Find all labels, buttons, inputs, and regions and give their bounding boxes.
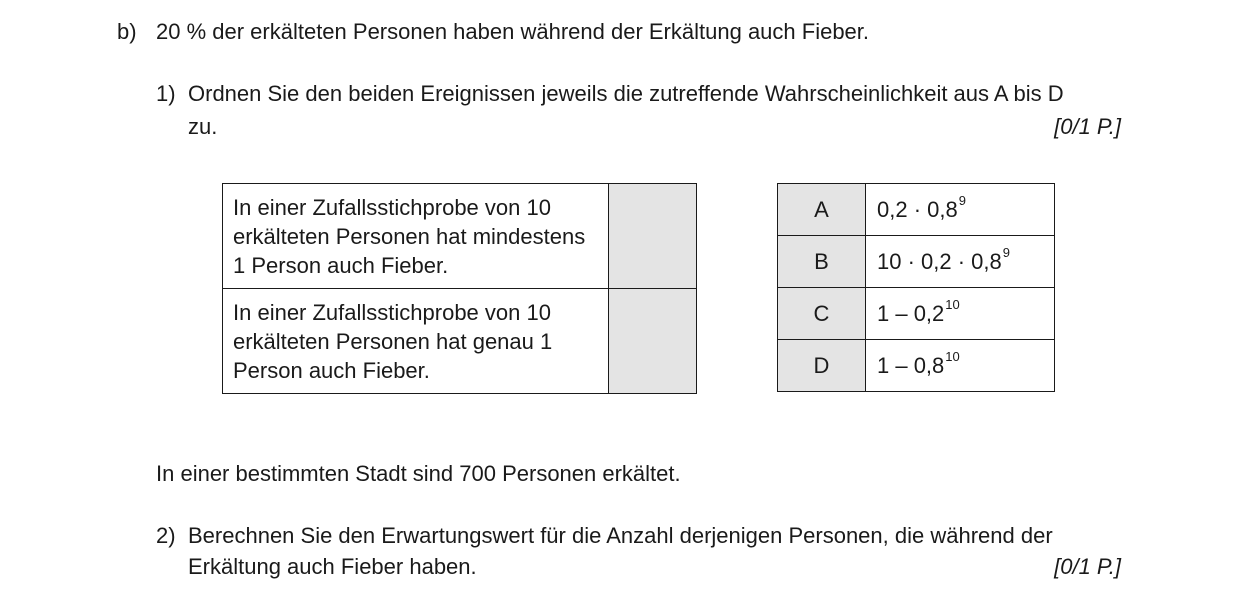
option-row [778,340,1055,392]
option-row [778,236,1055,288]
option-expression [866,288,1055,340]
task2-points: [0/1 P.] [1054,554,1121,579]
option-letter: A [778,184,866,236]
option-expression [866,184,1055,236]
expression-base: 0,2 · 0,8 [877,196,958,222]
option-letter: D [778,340,866,392]
expression-exponent: 9 [958,192,966,208]
part-intro: 20 % der erkälteten Personen haben während der Erkältung auch Fieber. [156,19,870,44]
event-row [223,289,697,394]
event-row [223,184,697,289]
task2-text-line2: Erkältung auch Fieber haben. [188,554,477,579]
option-row [778,288,1055,340]
option-expression [866,236,1055,288]
event-text: In einer Zufallsstichprobe von 10 erkälteten Personen hat mindestens 1 Person auch Fieber. [223,184,609,289]
option-letter: B [778,236,866,288]
expression-base: 1 – 0,2 [877,300,945,326]
expression-exponent: 10 [945,296,960,312]
events-table [222,183,697,394]
context-text: In einer bestimmten Stadt sind 700 Personen erkältet. [156,461,681,486]
answer-box[interactable] [609,289,697,394]
task1-text-line1: Ordnen Sie den beiden Ereignissen jeweils die zutreffende Wahrscheinlichkeit aus A bis D [188,81,1064,106]
expression-exponent: 10 [945,348,960,364]
task2-text-line1: Berechnen Sie den Erwartungswert für die Anzahl derjenigen Personen, die während der [188,523,1053,548]
task1-points: [0/1 P.] [1054,114,1121,139]
options-table [777,183,1055,392]
part-label: b) [117,19,137,44]
answer-box[interactable] [609,184,697,289]
event-text: In einer Zufallsstichprobe von 10 erkälteten Personen hat genau 1 Person auch Fieber. [223,289,609,394]
task2-number: 2) [156,523,176,548]
option-letter: C [778,288,866,340]
task1-number: 1) [156,81,176,106]
option-expression [866,340,1055,392]
expression-base: 1 – 0,8 [877,352,945,378]
expression-exponent: 9 [1002,244,1010,260]
option-row [778,184,1055,236]
task1-text-line2: zu. [188,114,218,139]
expression-base: 10 · 0,2 · 0,8 [877,248,1002,274]
